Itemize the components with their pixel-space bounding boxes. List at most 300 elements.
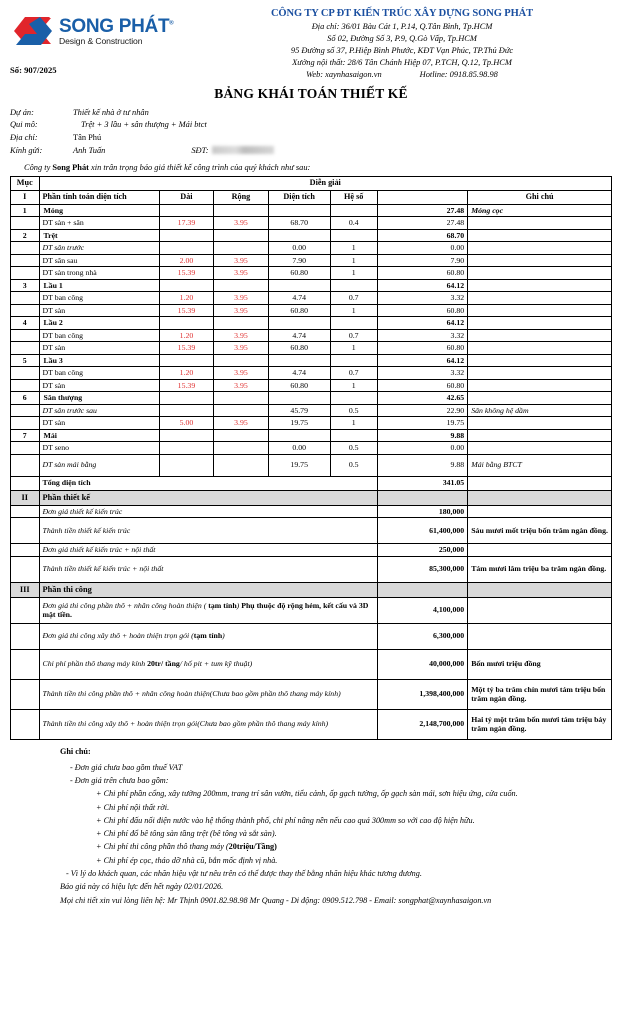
cell-muc: 1 [11,204,40,217]
cell-muc: 4 [11,317,40,330]
cell-note [468,379,612,392]
cell-description: DT sân trước [39,242,159,255]
logo-wordmark: SONG PHÁT® [59,15,174,37]
table-body-area [11,204,612,476]
table-row [11,679,612,709]
cell-area [268,392,330,405]
table-row [11,709,612,739]
note-bullet: + Chi phí ép cọc, tháo dỡ nhà cũ, bắn mốc định vị nhà. [96,855,278,865]
phone-redacted-value [212,146,274,154]
cell-width [214,242,269,255]
table-row [11,505,612,518]
table-row [11,204,612,217]
cell-length: 2.00 [159,254,214,267]
table-row [11,623,612,649]
total-area-note [468,476,612,490]
table-row [11,354,612,367]
company-hotline: Hotline: 0918.85.98.98 [419,69,498,79]
document-number: Số: 907/2025 [10,65,57,75]
company-address-2: Số 02, Đường Số 3, P.9, Q.Gò Vấp, Tp.HCM [327,33,477,43]
cell-width: 3.95 [214,342,269,355]
cell-width: 3.95 [214,417,269,430]
cell-coefficient: 0.5 [330,454,377,476]
meta-label-recipient: Kính gửi: [10,145,43,155]
cell-muc [11,217,40,230]
cell-width: 3.95 [214,329,269,342]
th-muc: Mục [11,176,40,190]
cell-value: 6,300,000 [377,623,467,649]
cell-description: Móng [39,204,159,217]
cell-length: 1.20 [159,367,214,380]
cell-note: Sân không hệ dầm [468,404,612,417]
table-header-row-2 [11,190,612,204]
document-header [10,6,612,81]
cell-description: DT sàn + sân [39,217,159,230]
cell-width: 3.95 [214,379,269,392]
cell-value: 3.32 [377,329,467,342]
notes-section [10,747,612,908]
table-row [11,392,612,405]
note-validity: Báo giá này có hiệu lực đến hết ngày 02/01/2026. [60,882,224,892]
cell-muc [11,709,40,739]
table-row [11,404,612,417]
quotation-table [10,176,612,740]
table-row [11,304,612,317]
cell-muc [11,679,40,709]
song-phat-logo-icon [10,10,56,52]
cell-muc [11,556,40,582]
cell-muc: 2 [11,229,40,242]
cell-area: 60.80 [268,342,330,355]
cell-width: 3.95 [214,367,269,380]
cell-description: Lầu 1 [39,279,159,292]
cell-value: 9.88 [377,454,467,476]
meta-label-scale: Qui mô: [10,120,38,130]
table-row [11,544,612,557]
cell-value: 4,100,000 [377,597,467,623]
cell-muc: 7 [11,429,40,442]
cell-coefficient: 1 [330,304,377,317]
cell-muc [11,254,40,267]
cell-length [159,242,214,255]
company-address-3: 95 Đường số 37, P.Hiệp Bình Phước, KĐT Vạn Phúc, TP.Thủ Đức [290,45,514,55]
cell-length [159,429,214,442]
cell-coefficient: 1 [330,342,377,355]
meta-value-project: Thiết kế nhà ở tư nhân [73,107,149,117]
cell-coefficient: 1 [330,242,377,255]
cell-value: 7.90 [377,254,467,267]
cell-description: DT sàn [39,304,159,317]
table-body-section-iii [11,582,612,597]
cell-area [268,204,330,217]
cell-length [159,454,214,476]
company-address-4: Xưởng nội thất: 28/6 Tân Chánh Hiệp 07, P.TCH, Q.12, Tp.HCM [292,57,512,67]
table-row [11,379,612,392]
meta-value-recipient: Anh Tuấn SĐT: [73,145,274,158]
cell-description: Thành tiền thi công phần thô + nhân công hoàn thiện(Chưa bao gồm phần thô thang máy kính) [39,679,377,709]
th-dien-giai: Diễn giải [39,176,612,190]
company-info [192,6,612,81]
meta-row-recipient [10,145,612,158]
cell-width [214,429,269,442]
th-value-blank [377,190,467,204]
section-row-ii [11,490,612,505]
cell-area [268,354,330,367]
cell-value: 250,000 [377,544,467,557]
cell-muc [11,623,40,649]
cell-muc [11,417,40,430]
cell-note [468,317,612,330]
cell-note: Móng cọc [468,204,612,217]
cell-note [468,442,612,455]
meta-label-address: Địa chỉ: [10,133,38,143]
cell-note [468,229,612,242]
cell-area: 0.00 [268,442,330,455]
cell-length: 17.39 [159,217,214,230]
cell-width: 3.95 [214,267,269,280]
cell-muc [11,518,40,544]
cell-coefficient: 0.5 [330,404,377,417]
cell-coefficient [330,229,377,242]
cell-note [468,267,612,280]
cell-description: Thành tiền thiết kế kiến trúc + nội thất [39,556,377,582]
table-head [11,176,612,204]
table-row [11,317,612,330]
note-bullet: + Chi phí đấu nối điện nước vào hệ thống thành phố, chi phí nâng nền nếu cao quá 300mm so với cao độ hiện hữu. [96,815,475,825]
cell-width [214,454,269,476]
cell-note [468,392,612,405]
page-title: BẢNG KHÁI TOÁN THIẾT KẾ [214,85,408,101]
cell-muc [11,379,40,392]
section-iii-value [377,582,467,597]
cell-description: DT ban công [39,292,159,305]
table-row [11,292,612,305]
table-row [11,649,612,679]
table-row [11,518,612,544]
project-meta [10,107,612,158]
cell-coefficient: 1 [330,267,377,280]
cell-value: 1,398,400,000 [377,679,467,709]
total-area-label: Tổng diện tích [39,476,377,490]
cell-note [468,623,612,649]
cell-value: 60.80 [377,379,467,392]
cell-note: Tám mươi lăm triệu ba trăm ngàn đồng. [468,556,612,582]
cell-muc: 5 [11,354,40,367]
cell-coefficient: 0.4 [330,217,377,230]
total-area-value: 341.05 [377,476,467,490]
cell-width [214,204,269,217]
note-bullet-list [10,787,612,867]
cell-description: Lầu 2 [39,317,159,330]
cell-value: 68.70 [377,229,467,242]
table-header-row-1 [11,176,612,190]
meta-value-address: Tân Phú [73,133,102,143]
cell-coefficient [330,317,377,330]
cell-area: 19.75 [268,417,330,430]
cell-width: 3.95 [214,304,269,317]
cell-value: 40,000,000 [377,649,467,679]
cell-coefficient [330,429,377,442]
cell-description: DT sân trước sau [39,404,159,417]
cell-area: 0.00 [268,242,330,255]
cell-length [159,317,214,330]
cell-note: Sáu mươi mốt triệu bốn trăm ngàn đồng. [468,518,612,544]
company-name: CÔNG TY CP ĐT KIẾN TRÚC XÂY DỰNG SONG PHÁT [270,8,534,19]
cell-area: 4.74 [268,292,330,305]
cell-note [468,242,612,255]
registered-trademark-icon: ® [169,20,174,27]
cell-coefficient: 0.7 [330,292,377,305]
cell-description: Đơn giá thiết kế kiến trúc + nội thất [39,544,377,557]
company-address-1: Địa chỉ: 36/01 Bàu Cát 1, P.14, Q.Tân Bình, Tp.HCM [311,22,493,31]
note-contact: Mọi chi tiết xin vui lòng liên hệ: Mr Thịnh 0901.82.98.98 Mr Quang - Di động: 0909.512.798 - Email: songphat@xaynhasaigon.vn [60,896,492,906]
cell-width: 3.95 [214,254,269,267]
cell-description: Thành tiền thi công xây thô + hoàn thiện trọn gói(Chưa bao gồm phần thô thang máy kính) [39,709,377,739]
table-row [11,229,612,242]
table-row [11,254,612,267]
cell-value: 2,148,700,000 [377,709,467,739]
note-bullet: + Chi phí đổ bê tông sàn tầng trệt (bê tông và sắt sàn). [96,829,277,839]
cell-area [268,317,330,330]
meta-value-scale: Trệt + 3 lầu + sân thượng + Mái btct [81,120,207,130]
cell-description: Mái [39,429,159,442]
section-row-iii [11,582,612,597]
cell-description: Trệt [39,229,159,242]
cell-area [268,429,330,442]
note-line-vat: - Đơn giá chưa bao gồm thuế VAT [70,762,183,772]
cell-value: 0.00 [377,242,467,255]
table-row [11,442,612,455]
cell-area: 60.80 [268,267,330,280]
cell-description: DT ban công [39,367,159,380]
cell-value: 60.80 [377,304,467,317]
cell-muc [11,342,40,355]
table-row [11,367,612,380]
cell-value: 64.12 [377,354,467,367]
cell-length [159,204,214,217]
cell-width: 3.95 [214,292,269,305]
cell-area: 4.74 [268,329,330,342]
meta-row-address [10,132,612,145]
notes-title: Ghi chú: [60,746,91,756]
cell-value: 60.80 [377,267,467,280]
cell-length [159,392,214,405]
meta-row-project [10,107,612,120]
cell-width [214,279,269,292]
cell-note: Bốn mươi triệu đồng [468,649,612,679]
cell-length: 1.20 [159,292,214,305]
th-ghi-chu: Ghi chú [468,190,612,204]
table-body-totals [11,476,612,505]
phone-label: SĐT: [191,145,209,155]
cell-note: Hai tỷ một trăm bốn mươi tám triệu bảy trăm ngàn đồng. [468,709,612,739]
cell-note [468,279,612,292]
cell-area: 7.90 [268,254,330,267]
cell-area [268,229,330,242]
cell-muc [11,649,40,679]
company-contact-line [192,69,612,81]
cell-width [214,392,269,405]
table-row [11,342,612,355]
cell-note: Mái bằng BTCT [468,454,612,476]
cell-value: 60.80 [377,342,467,355]
company-web: Web: xaynhasaigon.vn [306,69,382,79]
section-ii-value [377,490,467,505]
cell-note [468,505,612,518]
cell-muc [11,292,40,305]
table-row [11,242,612,255]
note-bullet: + Chi phí nội thất rời. [96,802,170,812]
table-row [11,417,612,430]
cell-coefficient [330,354,377,367]
cell-muc [11,329,40,342]
cell-note [468,429,612,442]
section-ii-title: Phần thiết kế [39,490,377,505]
cell-note [468,254,612,267]
cell-value: 64.12 [377,279,467,292]
cell-note: Một tỷ ba trăm chín mươi tám triệu bốn trăm ngàn đồng. [468,679,612,709]
table-row [11,429,612,442]
cell-note [468,292,612,305]
cell-muc [11,367,40,380]
cell-description: DT sàn mái bằng [39,454,159,476]
cell-description: Sân thượng [39,392,159,405]
cell-length: 15.39 [159,379,214,392]
cell-length [159,279,214,292]
cell-value: 85,300,000 [377,556,467,582]
cell-note [468,597,612,623]
cell-area: 60.80 [268,379,330,392]
note-bullet: + Chi phí thi công phần thô thang máy (20triệu/Tầng) [96,842,277,852]
cell-width [214,442,269,455]
cell-coefficient: 0.7 [330,329,377,342]
th-roman-i: I [11,190,40,204]
cell-muc [11,597,40,623]
th-rong: Rộng [214,190,269,204]
cell-value: 22.90 [377,404,467,417]
th-dai: Dài [159,190,214,204]
cell-value: 180,000 [377,505,467,518]
cell-coefficient [330,279,377,292]
meta-row-scale [10,119,612,132]
cell-length: 5.00 [159,417,214,430]
note-bullet: + Chi phí phần cổng, xây tường 200mm, trang trí sân vườn, tiểu cảnh, ốp gạch tường, ốp gạch sàn mái, sơn hiệu ứng, cửa cuốn. [96,789,518,799]
cell-length: 15.39 [159,267,214,280]
cell-value: 61,400,000 [377,518,467,544]
total-area-muc [11,476,40,490]
table-row [11,556,612,582]
cell-description: Lầu 3 [39,354,159,367]
th-dien-tich: Diện tích [268,190,330,204]
cell-coefficient [330,392,377,405]
cell-value: 3.32 [377,367,467,380]
cell-value: 27.48 [377,217,467,230]
section-ii-roman: II [11,490,40,505]
table-body-design [11,505,612,582]
cell-muc [11,442,40,455]
cell-muc [11,267,40,280]
cell-width [214,404,269,417]
cell-coefficient: 1 [330,379,377,392]
intro-paragraph: Công ty Song Phát xin trân trọng báo giá thiết kế công trình của quý khách như sau: [24,162,311,172]
cell-length: 15.39 [159,304,214,317]
cell-description: Đơn giá thi công phần thô + nhân công hoàn thiện ( tạm tính) Phụ thuộc độ rộng hẻm, kết cấu và 3D mặt tiền. [39,597,377,623]
cell-note [468,304,612,317]
cell-value: 27.48 [377,204,467,217]
logo-block [10,6,192,75]
cell-value: 64.12 [377,317,467,330]
cell-value: 9.88 [377,429,467,442]
th-section-i-title: Phần tính toán diện tích [39,190,159,204]
cell-value: 42.65 [377,392,467,405]
cell-description: Chi phí phần thô thang máy kính 20tr/ tầng/ hố pit + tum kỹ thuật) [39,649,377,679]
table-row [11,329,612,342]
table-row [11,597,612,623]
cell-note [468,544,612,557]
cell-coefficient: 1 [330,254,377,267]
cell-note [468,367,612,380]
cell-note [468,342,612,355]
table-row [11,267,612,280]
cell-coefficient: 1 [330,417,377,430]
cell-description: DT sàn trong nhà [39,267,159,280]
logo-tagline: Design & Construction [59,35,143,46]
section-iii-title: Phần thi công [39,582,377,597]
cell-length [159,404,214,417]
cell-description: Đơn giá thi công xây thô + hoàn thiện trọn gói (tạm tính) [39,623,377,649]
table-row [11,279,612,292]
cell-description: DT sàn [39,342,159,355]
cell-length [159,229,214,242]
cell-area [268,279,330,292]
section-iii-roman: III [11,582,40,597]
cell-value: 0.00 [377,442,467,455]
cell-width [214,229,269,242]
cell-coefficient: 0.7 [330,367,377,380]
cell-description: DT ban công [39,329,159,342]
cell-muc: 6 [11,392,40,405]
cell-value: 3.32 [377,292,467,305]
cell-muc [11,404,40,417]
total-area-row [11,476,612,490]
cell-length [159,354,214,367]
cell-area: 60.80 [268,304,330,317]
cell-note [468,329,612,342]
cell-muc [11,454,40,476]
meta-label-project: Dự án: [10,107,34,117]
cell-muc [11,304,40,317]
cell-width: 3.95 [214,217,269,230]
cell-note [468,417,612,430]
table-body-construction [11,597,612,739]
section-iii-note [468,582,612,597]
cell-muc [11,242,40,255]
cell-width [214,354,269,367]
section-ii-note [468,490,612,505]
cell-description: DT sân sau [39,254,159,267]
cell-length: 1.20 [159,329,214,342]
cell-muc [11,544,40,557]
cell-description: DT seno [39,442,159,455]
cell-area: 4.74 [268,367,330,380]
table-row [11,217,612,230]
cell-muc: 3 [11,279,40,292]
cell-length [159,442,214,455]
cell-area: 68.70 [268,217,330,230]
cell-note [468,354,612,367]
cell-coefficient [330,204,377,217]
cell-area: 19.75 [268,454,330,476]
